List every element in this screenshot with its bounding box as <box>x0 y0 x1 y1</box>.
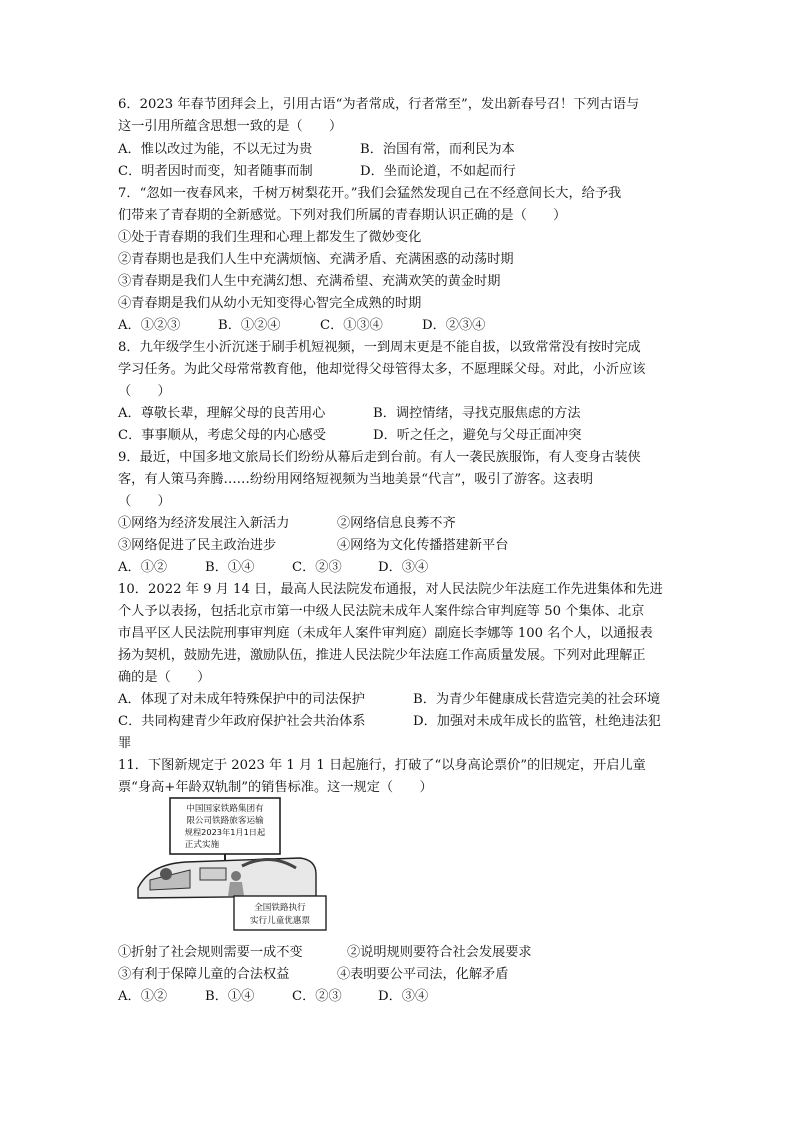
caption-text-line2: 实行儿童优惠票 <box>249 916 311 926</box>
q6-option-a: A．惟以改过为能，不以无过为贵 <box>118 142 313 157</box>
q10-option-c: C．共同构建青少年政府保护社会共治体系 <box>118 714 366 729</box>
q11-stem-line1: 11．下图新规定于 2023 年 1 月 1 日起施行，打破了“以身高论票价”的旧规定，开启儿童 <box>118 758 646 773</box>
q9-option-b: B．①④ <box>205 560 255 575</box>
q10-option-d-continued: 罪 <box>118 736 132 751</box>
q8-option-c: C．事事顺从，考虑父母的内心感受 <box>118 428 326 443</box>
sign-text-line3: 规程2023年1月1日起 <box>184 827 266 837</box>
sign-text-line2: 限公司铁路旅客运输 <box>186 816 264 826</box>
q11-cartoon-figure <box>130 796 330 936</box>
q9-stem-line3: （ ） <box>118 494 171 509</box>
q11-statement-3: ③有利于保障儿童的合法权益 <box>118 967 290 982</box>
q11-option-c: C．②③ <box>292 989 342 1004</box>
q9-statement-2: ②网络信息良莠不齐 <box>337 516 456 531</box>
q6-option-c: C．明者因时而变，知者随事而制 <box>118 164 313 179</box>
q11-stem-line2: 票“身高+年龄双轨制”的销售标准。这一规定（ ） <box>118 780 433 795</box>
q7-stem-line1: 7．“忽如一夜春风来，千树万树梨花开。”我们会猛然发现自己在不经意间长大，给予我 <box>118 186 622 201</box>
q7-stem-line2: 们带来了青春期的全新感觉。下列对我们所属的青春期认识正确的是（ ） <box>118 208 567 223</box>
q6-stem-line2: 这一引用所蕴含思想一致的是（ ） <box>118 119 343 134</box>
q7-option-d: D．②③④ <box>422 318 486 333</box>
q6-stem-line1: 6．2023 年春节团拜会上，引用古语“为者常成，行者常至”，发出新春号召！下列古语与 <box>118 97 640 112</box>
q6-option-d: D．坐而论道，不如起而行 <box>360 164 516 179</box>
q8-option-a: A．尊敬长辈，理解父母的良苦用心 <box>118 406 326 421</box>
q9-option-c: C．②③ <box>292 560 342 575</box>
q11-option-a: A．①② <box>118 989 168 1004</box>
q9-option-d: D．③④ <box>378 560 429 575</box>
q11-option-b: B．①④ <box>205 989 255 1004</box>
q7-option-a: A．①②③ <box>118 318 181 333</box>
q9-stem-line1: 9．最近，中国多地文旅局长们纷纷从幕后走到台前。有人一袭民族服饰，有人变身古装侠 <box>118 450 641 465</box>
q7-statement-1: ①处于青春期的我们生理和心理上都发生了微妙变化 <box>118 230 422 245</box>
q10-stem-line1: 10．2022 年 9 月 14 日，最高人民法院发布通报，对人民法院少年法庭工作先进集体和先进 <box>118 582 663 597</box>
q9-option-a: A．①② <box>118 560 168 575</box>
q11-statement-1: ①折射了社会规则需要一成不变 <box>118 945 303 960</box>
q10-option-a: A．体现了对未成年特殊保护中的司法保护 <box>118 692 365 707</box>
q11-statement-2: ②说明规则要符合社会发展要求 <box>347 945 532 960</box>
q9-statement-3: ③网络促进了民主政治进步 <box>118 538 277 553</box>
q11-statement-4: ④表明要公平司法，化解矛盾 <box>337 967 509 982</box>
q8-stem-line3: （ ） <box>118 384 171 399</box>
q6-option-b: B．治国有常，而利民为本 <box>360 142 515 157</box>
adult-head <box>160 868 172 880</box>
train-window-2 <box>200 868 226 880</box>
q8-stem-line2: 学习任务。为此父母常常教育他，他却觉得父母管得太多，不愿理睬父母。对此，小沂应该 <box>118 362 646 377</box>
q7-statement-3: ③青春期是我们人生中充满幻想、充满希望、充满欢笑的黄金时期 <box>118 274 501 289</box>
q8-stem-line1: 8．九年级学生小沂沉迷于刷手机短视频，一到周末更是不能自拔，以致常常没有按时完成 <box>118 340 641 355</box>
q10-stem-line3: 市昌平区人民法院刑事审判庭（未成年人案件审判庭）副庭长李娜等 100 名个人，以通报表 <box>118 626 653 641</box>
q8-option-d: D．听之任之，避免与父母正面冲突 <box>373 428 582 443</box>
q8-option-b: B．调控情绪，寻找克服焦虑的方法 <box>373 406 581 421</box>
q10-stem-line2: 个人予以表扬，包括北京市第一中级人民法院未成年人案件综合审判庭等 50 个集体、北京 <box>118 604 645 619</box>
q9-statement-4: ④网络为文化传播搭建新平台 <box>337 538 509 553</box>
q10-option-b: B．为青少年健康成长营造完美的社会环境 <box>413 692 661 707</box>
q9-stem-line2: 客，有人策马奔腾……纷纷用网络短视频为当地美景“代言”，吸引了游客。这表明 <box>118 472 594 487</box>
q7-statement-2: ②青春期也是我们人生中充满烦恼、充满矛盾、充满困惑的动荡时期 <box>118 252 514 267</box>
q9-statement-1: ①网络为经济发展注入新活力 <box>118 516 290 531</box>
q10-option-d: D．加强对未成年成长的监管，杜绝违法犯 <box>413 714 661 729</box>
sign-text-line4: 正式实施 <box>184 840 220 850</box>
child-body <box>228 882 244 896</box>
q10-stem-line5: 确的是（ ） <box>118 670 211 685</box>
q10-stem-line4: 扬为契机，鼓励先进，激励队伍，推进人民法院少年法庭工作高质量发展。下列对此理解正 <box>118 648 646 663</box>
caption-text-line1: 全国铁路执行 <box>254 903 306 913</box>
q7-option-c: C．①③④ <box>320 318 383 333</box>
q7-option-b: B．①②④ <box>218 318 281 333</box>
q11-option-d: D．③④ <box>378 989 429 1004</box>
sign-text-line1: 中国国家铁路集团有 <box>186 804 264 814</box>
q7-statement-4: ④青春期是我们从幼小无知变得心智完全成熟的时期 <box>118 296 422 311</box>
child-head <box>231 871 241 881</box>
